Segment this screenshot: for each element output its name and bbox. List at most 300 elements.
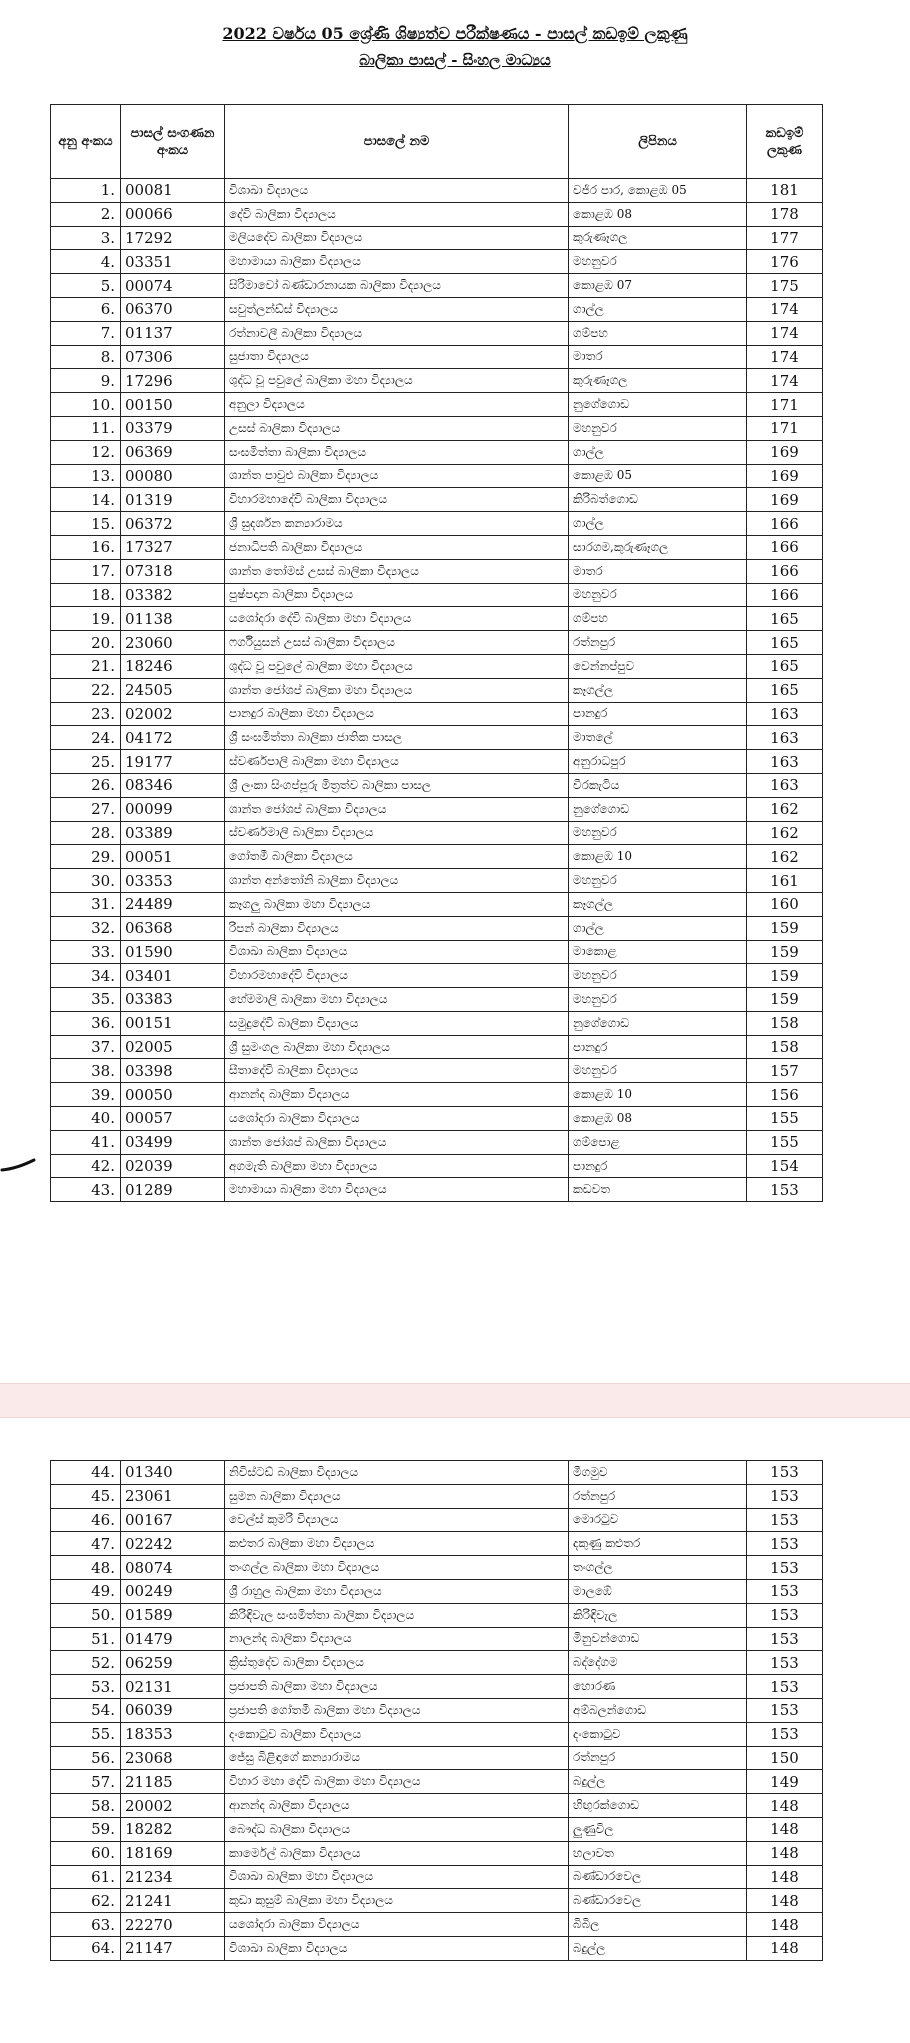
table-row [51,1817,823,1841]
cutoff-mark: 160 [747,892,823,916]
school-name: ශාන්ත ජෝශප් බාලිකා විද්‍යාලය [225,1130,569,1154]
school-name: ශුද්ධ වූ පවුලේ බාලිකා මහා විද්‍යාලය [225,369,569,393]
school-name: ශාන්ත තෝමස් උසස් බාලිකා විද්‍යාලය [225,559,569,583]
cutoff-mark: 163 [747,773,823,797]
census-code: 17292 [121,226,225,250]
school-name: පුෂ්පදාන බාලිකා විද්‍යාලය [225,583,569,607]
cutoff-mark: 162 [747,821,823,845]
census-code: 01340 [121,1461,225,1485]
table-row [51,274,823,298]
school-name: ප්‍රජාපති බාලිකා මහා විද්‍යාලය [225,1675,569,1699]
school-name: සුමන බාලිකා විද්‍යාලය [225,1484,569,1508]
table-row [51,1627,823,1651]
census-code: 00066 [121,202,225,226]
table-row [51,1603,823,1627]
cutoff-mark: 171 [747,393,823,417]
school-address: නුගේගොඩ [569,393,747,417]
table-row [51,179,823,203]
school-address: කුරුණෑගල [569,226,747,250]
school-name: විශාඛා විද්‍යාලය [225,179,569,203]
census-code: 00074 [121,274,225,298]
school-name: විහාරමහාදේවි බාලිකා විද්‍යාලය [225,488,569,512]
row-number: 39. [51,1083,121,1107]
cutoff-mark: 155 [747,1107,823,1131]
school-name: ජනාධිපති බාලිකා විද්‍යාලය [225,535,569,559]
school-address: බද්දේගම [569,1651,747,1675]
school-name: සවුත්ලන්ඩ්ස් විද්‍යාලය [225,297,569,321]
row-number: 24. [51,726,121,750]
school-address: මීගමුව [569,1461,747,1485]
row-number: 10. [51,393,121,417]
cutoff-mark: 148 [747,1794,823,1818]
table-row [51,1698,823,1722]
census-code: 01479 [121,1627,225,1651]
school-name: කෑගලු බාලිකා මහා විද්‍යාලය [225,892,569,916]
school-name: වෙල්ස් කුමරි විද්‍යාලය [225,1508,569,1532]
school-name: යශෝදරා බාලිකා විද්‍යාලය [225,1913,569,1937]
cutoff-mark: 159 [747,940,823,964]
census-code: 06368 [121,916,225,940]
cutoff-mark: 169 [747,440,823,464]
table-row [51,559,823,583]
school-address: මාලඹේ [569,1579,747,1603]
cutoff-mark: 159 [747,988,823,1012]
census-code: 17327 [121,535,225,559]
school-name: ප්‍රජාපති ගෝතමී බාලිකා මහා විද්‍යාලය [225,1698,569,1722]
table-row [51,702,823,726]
school-address: හොරණ [569,1675,747,1699]
row-number: 21. [51,654,121,678]
census-code: 24489 [121,892,225,916]
table-row [51,940,823,964]
cutoff-mark: 174 [747,297,823,321]
cutoff-mark: 153 [747,1484,823,1508]
table-row [51,1083,823,1107]
row-number: 47. [51,1532,121,1556]
row-number: 37. [51,1035,121,1059]
row-number: 58. [51,1794,121,1818]
census-code: 04172 [121,726,225,750]
row-number: 33. [51,940,121,964]
school-address: ලුණුවිල [569,1817,747,1841]
cutoff-mark: 158 [747,1035,823,1059]
cutoff-mark: 148 [747,1841,823,1865]
school-address: වීරකැටිය [569,773,747,797]
school-name: කිරිඳිවැල සංඝමිත්තා බාලිකා විද්‍යාලය [225,1603,569,1627]
census-code: 03499 [121,1130,225,1154]
census-code: 00249 [121,1579,225,1603]
school-name: පානදුර බාලිකා මහා විද්‍යාලය [225,702,569,726]
census-code: 08346 [121,773,225,797]
cutoff-mark: 166 [747,583,823,607]
school-name: ශ්‍රී සුදර්ශන කන්‍යාරාමය [225,512,569,536]
census-code: 02242 [121,1532,225,1556]
table-row [51,1556,823,1580]
school-address: මාතර [569,559,747,583]
cutoff-table-page-1 [50,104,823,1202]
cutoff-mark: 150 [747,1746,823,1770]
table-row [51,583,823,607]
school-name: මහාමායා බාලිකා මහා විද්‍යාලය [225,1178,569,1202]
cutoff-table-page-2 [50,1460,823,1961]
table-row [51,1579,823,1603]
row-number: 11. [51,416,121,440]
school-name: මලියදේව බාලිකා විද්‍යාලය [225,226,569,250]
cutoff-mark: 148 [747,1936,823,1960]
cutoff-mark: 159 [747,964,823,988]
row-number: 26. [51,773,121,797]
header-cutoff: කඩඉම් ලකුණ [747,105,823,179]
census-code: 08074 [121,1556,225,1580]
row-number: 50. [51,1603,121,1627]
census-code: 01589 [121,1603,225,1627]
census-code: 18169 [121,1841,225,1865]
pen-mark [0,1157,36,1173]
cutoff-mark: 154 [747,1154,823,1178]
census-code: 24505 [121,678,225,702]
school-address: ගාල්ල [569,440,747,464]
table-row [51,892,823,916]
table-row [51,1178,823,1202]
census-code: 23068 [121,1746,225,1770]
cutoff-mark: 181 [747,179,823,203]
school-address: හලාවත [569,1841,747,1865]
school-address: කොළඹ 08 [569,1107,747,1131]
row-number: 15. [51,512,121,536]
table-row [51,1461,823,1485]
school-name: විහාර මහා දේවි බාලිකා මහා විද්‍යාලය [225,1770,569,1794]
table-row [51,416,823,440]
cutoff-mark: 166 [747,559,823,583]
school-address: පානදුර [569,1154,747,1178]
school-name: නාලන්ද බාලිකා විද්‍යාලය [225,1627,569,1651]
table-row [51,1508,823,1532]
row-number: 32. [51,916,121,940]
page-gap [0,1383,910,1418]
row-number: 55. [51,1722,121,1746]
cutoff-mark: 148 [747,1817,823,1841]
cutoff-mark: 158 [747,1011,823,1035]
school-name: ස්වර්ණපාලි බාලිකා මහා විද්‍යාලය [225,750,569,774]
document-subtitle: බාලිකා පාසල් - සිංහල මාධ්‍යය [359,51,551,69]
school-address: මාතර [569,345,747,369]
row-number: 63. [51,1913,121,1937]
school-address: රත්නපුර [569,1746,747,1770]
cutoff-mark: 153 [747,1461,823,1485]
row-number: 6. [51,297,121,321]
header-address: ලිපිනය [569,105,747,179]
school-address: මහනුවර [569,964,747,988]
school-name: ශ්‍රී රාහුල බාලිකා මහා විද්‍යාලය [225,1579,569,1603]
school-name: විශාඛා බාලිකා විද්‍යාලය [225,940,569,964]
school-address: ගාල්ල [569,512,747,536]
cutoff-mark: 169 [747,488,823,512]
row-number: 13. [51,464,121,488]
row-number: 62. [51,1889,121,1913]
school-name: යශෝදරා දේවි බාලිකා මහා විද්‍යාලය [225,607,569,631]
cutoff-mark: 177 [747,226,823,250]
school-address: පානදුර [569,1035,747,1059]
cutoff-mark: 175 [747,274,823,298]
row-number: 41. [51,1130,121,1154]
row-number: 36. [51,1011,121,1035]
table-row [51,988,823,1012]
table-row [51,821,823,845]
row-number: 20. [51,631,121,655]
census-code: 23061 [121,1484,225,1508]
table-body [51,1461,823,1961]
school-address: මහනුවර [569,869,747,893]
row-number: 9. [51,369,121,393]
school-name: ජේසු බිළිඳාගේ කන්‍යාරාමය [225,1746,569,1770]
row-number: 12. [51,440,121,464]
census-code: 06369 [121,440,225,464]
school-name: මහාමායා බාලිකා විද්‍යාලය [225,250,569,274]
cutoff-mark: 162 [747,797,823,821]
row-number: 28. [51,821,121,845]
census-code: 21241 [121,1889,225,1913]
school-address: බදුල්ල [569,1770,747,1794]
census-code: 06259 [121,1651,225,1675]
school-name: ශාන්ත ජෝශප් බාලිකා විද්‍යාලය [225,797,569,821]
school-address: ගාල්ල [569,297,747,321]
row-number: 7. [51,321,121,345]
census-code: 02002 [121,702,225,726]
header-code: පාසල් සංගණන අංකය [121,105,225,179]
census-code: 02039 [121,1154,225,1178]
cutoff-mark: 166 [747,512,823,536]
table-row [51,1651,823,1675]
header-name: පාසලේ නම [225,105,569,179]
row-number: 53. [51,1675,121,1699]
census-code: 23060 [121,631,225,655]
school-address: මාකොළ [569,940,747,964]
cutoff-mark: 166 [747,535,823,559]
school-address: දකුණු කළුතර [569,1532,747,1556]
school-address: කෑගල්ල [569,678,747,702]
school-address: මහනුවර [569,416,747,440]
school-name: නිවිස්ටඩ් බාලිකා විද්‍යාලය [225,1461,569,1485]
cutoff-mark: 169 [747,464,823,488]
school-name: කළුතර බාලිකා මහා විද්‍යාලය [225,1532,569,1556]
school-address: කුරුණෑගල [569,369,747,393]
school-address: තංගල්ල [569,1556,747,1580]
cutoff-mark: 148 [747,1889,823,1913]
school-address: දංකොටුව [569,1722,747,1746]
school-address: මිනුවන්ගොඩ [569,1627,747,1651]
school-address: කිරිබත්ගොඩ [569,488,747,512]
cutoff-mark: 163 [747,750,823,774]
row-number: 17. [51,559,121,583]
school-address: මහනුවර [569,988,747,1012]
school-address: සාරගම,කුරුණෑගල [569,535,747,559]
census-code: 03398 [121,1059,225,1083]
row-number: 23. [51,702,121,726]
cutoff-mark: 153 [747,1603,823,1627]
school-address: කොළඹ 05 [569,464,747,488]
census-code: 01319 [121,488,225,512]
school-address: කොළඹ 10 [569,845,747,869]
census-code: 00057 [121,1107,225,1131]
table-row [51,488,823,512]
school-name: බෞද්ධ බාලිකා විද්‍යාලය [225,1817,569,1841]
table-row [51,1841,823,1865]
school-address: කොළඹ 07 [569,274,747,298]
table-row [51,726,823,750]
census-code: 07318 [121,559,225,583]
school-address: ගම්පහ [569,321,747,345]
table-row [51,1936,823,1960]
school-name: ශ්‍රී ලංකා සිංගප්පූරු මිත්‍රත්ව බාලිකා පාසල [225,773,569,797]
census-code: 22270 [121,1913,225,1937]
header-no: අනු අංකය [51,105,121,179]
school-name: ආනන්ද බාලිකා විද්‍යාලය [225,1794,569,1818]
row-number: 2. [51,202,121,226]
table-row [51,1722,823,1746]
table-row [51,297,823,321]
table-header-row [51,105,823,179]
table-row [51,1130,823,1154]
school-name: රත්නාවලී බාලිකා විද්‍යාලය [225,321,569,345]
table-body [51,179,823,1202]
cutoff-mark: 163 [747,726,823,750]
school-address: පානදුර [569,702,747,726]
cutoff-mark: 149 [747,1770,823,1794]
cutoff-mark: 174 [747,345,823,369]
school-name: ෆර්ගියුසන් උසස් බාලිකා විද්‍යාලය [225,631,569,655]
school-name: ශාන්ත අන්තෝනි බාලිකා විද්‍යාලය [225,869,569,893]
table-row [51,869,823,893]
school-name: ශාන්ත ජෝශප් බාලිකා මහා විද්‍යාලය [225,678,569,702]
cutoff-mark: 161 [747,869,823,893]
row-number: 49. [51,1579,121,1603]
table-row [51,1107,823,1131]
school-name: ගෝතමී බාලිකා විද්‍යාලය [225,845,569,869]
row-number: 57. [51,1770,121,1794]
census-code: 00051 [121,845,225,869]
census-code: 03401 [121,964,225,988]
census-code: 02131 [121,1675,225,1699]
row-number: 40. [51,1107,121,1131]
row-number: 22. [51,678,121,702]
row-number: 43. [51,1178,121,1202]
table-row [51,250,823,274]
census-code: 01289 [121,1178,225,1202]
school-name: ශුද්ධ වූ පවුලේ බාලිකා මහා විද්‍යාලය [225,654,569,678]
row-number: 64. [51,1936,121,1960]
census-code: 20002 [121,1794,225,1818]
school-address: මොරටුව [569,1508,747,1532]
census-code: 00150 [121,393,225,417]
census-code: 18246 [121,654,225,678]
row-number: 45. [51,1484,121,1508]
school-address: බණ්ඩාරවෙල [569,1889,747,1913]
school-name: දංකොටුව බාලිකා විද්‍යාලය [225,1722,569,1746]
school-name: විශාඛා බාලිකා මහා විද්‍යාලය [225,1865,569,1889]
cutoff-mark: 171 [747,416,823,440]
cutoff-mark: 165 [747,631,823,655]
row-number: 42. [51,1154,121,1178]
table-row [51,845,823,869]
census-code: 03383 [121,988,225,1012]
school-address: ගම්පොළ [569,1130,747,1154]
table-row [51,1011,823,1035]
row-number: 16. [51,535,121,559]
school-address: ගම්පහ [569,607,747,631]
cutoff-mark: 176 [747,250,823,274]
cutoff-mark: 153 [747,1675,823,1699]
school-name: සංඝමිත්තා බාලිකා විද්‍යාලය [225,440,569,464]
cutoff-mark: 174 [747,369,823,393]
school-address: බදුල්ල [569,1936,747,1960]
census-code: 06039 [121,1698,225,1722]
row-number: 14. [51,488,121,512]
school-name: යශෝදරා බාලිකා විද්‍යාලය [225,1107,569,1131]
school-address: මහනුවර [569,821,747,845]
school-address: නුගේගොඩ [569,1011,747,1035]
census-code: 01138 [121,607,225,631]
cutoff-mark: 153 [747,1579,823,1603]
table-row [51,1913,823,1937]
table-row [51,345,823,369]
school-name: අගමැති බාලිකා මහා විද්‍යාලය [225,1154,569,1178]
table-row [51,750,823,774]
school-address: කෑගල්ල [569,892,747,916]
census-code: 21185 [121,1770,225,1794]
school-address: නුගේගොඩ [569,797,747,821]
census-code: 00081 [121,179,225,203]
table-row [51,1154,823,1178]
census-code: 03379 [121,416,225,440]
table-row [51,916,823,940]
row-number: 61. [51,1865,121,1889]
table-row [51,393,823,417]
census-code: 03353 [121,869,225,893]
table-row [51,535,823,559]
table-row [51,607,823,631]
school-address: මහනුවර [569,583,747,607]
school-name: දේවි බාලිකා විද්‍යාලය [225,202,569,226]
document-title: 2022 වර්ෂය 05 ශ්‍රේණි ශිෂ්‍යත්ව පරීක්ෂණය - පාසල් කඩඉම් ලකුණු [222,24,688,43]
table-row [51,1059,823,1083]
school-name: ස්වර්ණමාලි බාලිකා විද්‍යාලය [225,821,569,845]
school-address: කඩවත [569,1178,747,1202]
cutoff-mark: 153 [747,1698,823,1722]
school-address: කොළඹ 08 [569,202,747,226]
school-name: සීතාදේවි බාලිකා විද්‍යාලය [225,1059,569,1083]
census-code: 01137 [121,321,225,345]
row-number: 4. [51,250,121,274]
census-code: 01590 [121,940,225,964]
table-row [51,964,823,988]
cutoff-mark: 162 [747,845,823,869]
school-name: විශාඛා බාලිකා විද්‍යාලය [225,1936,569,1960]
table-row [51,678,823,702]
school-address: රත්නපුර [569,1484,747,1508]
row-number: 25. [51,750,121,774]
census-code: 00080 [121,464,225,488]
row-number: 38. [51,1059,121,1083]
row-number: 19. [51,607,121,631]
cutoff-mark: 155 [747,1130,823,1154]
cutoff-mark: 153 [747,1532,823,1556]
table-row [51,1532,823,1556]
school-name: සිරිමාවෝ බණ්ඩාරනායක බාලිකා විද්‍යාලය [225,274,569,298]
school-address: මහනුවර [569,1059,747,1083]
table-row [51,654,823,678]
census-code: 02005 [121,1035,225,1059]
row-number: 44. [51,1461,121,1485]
